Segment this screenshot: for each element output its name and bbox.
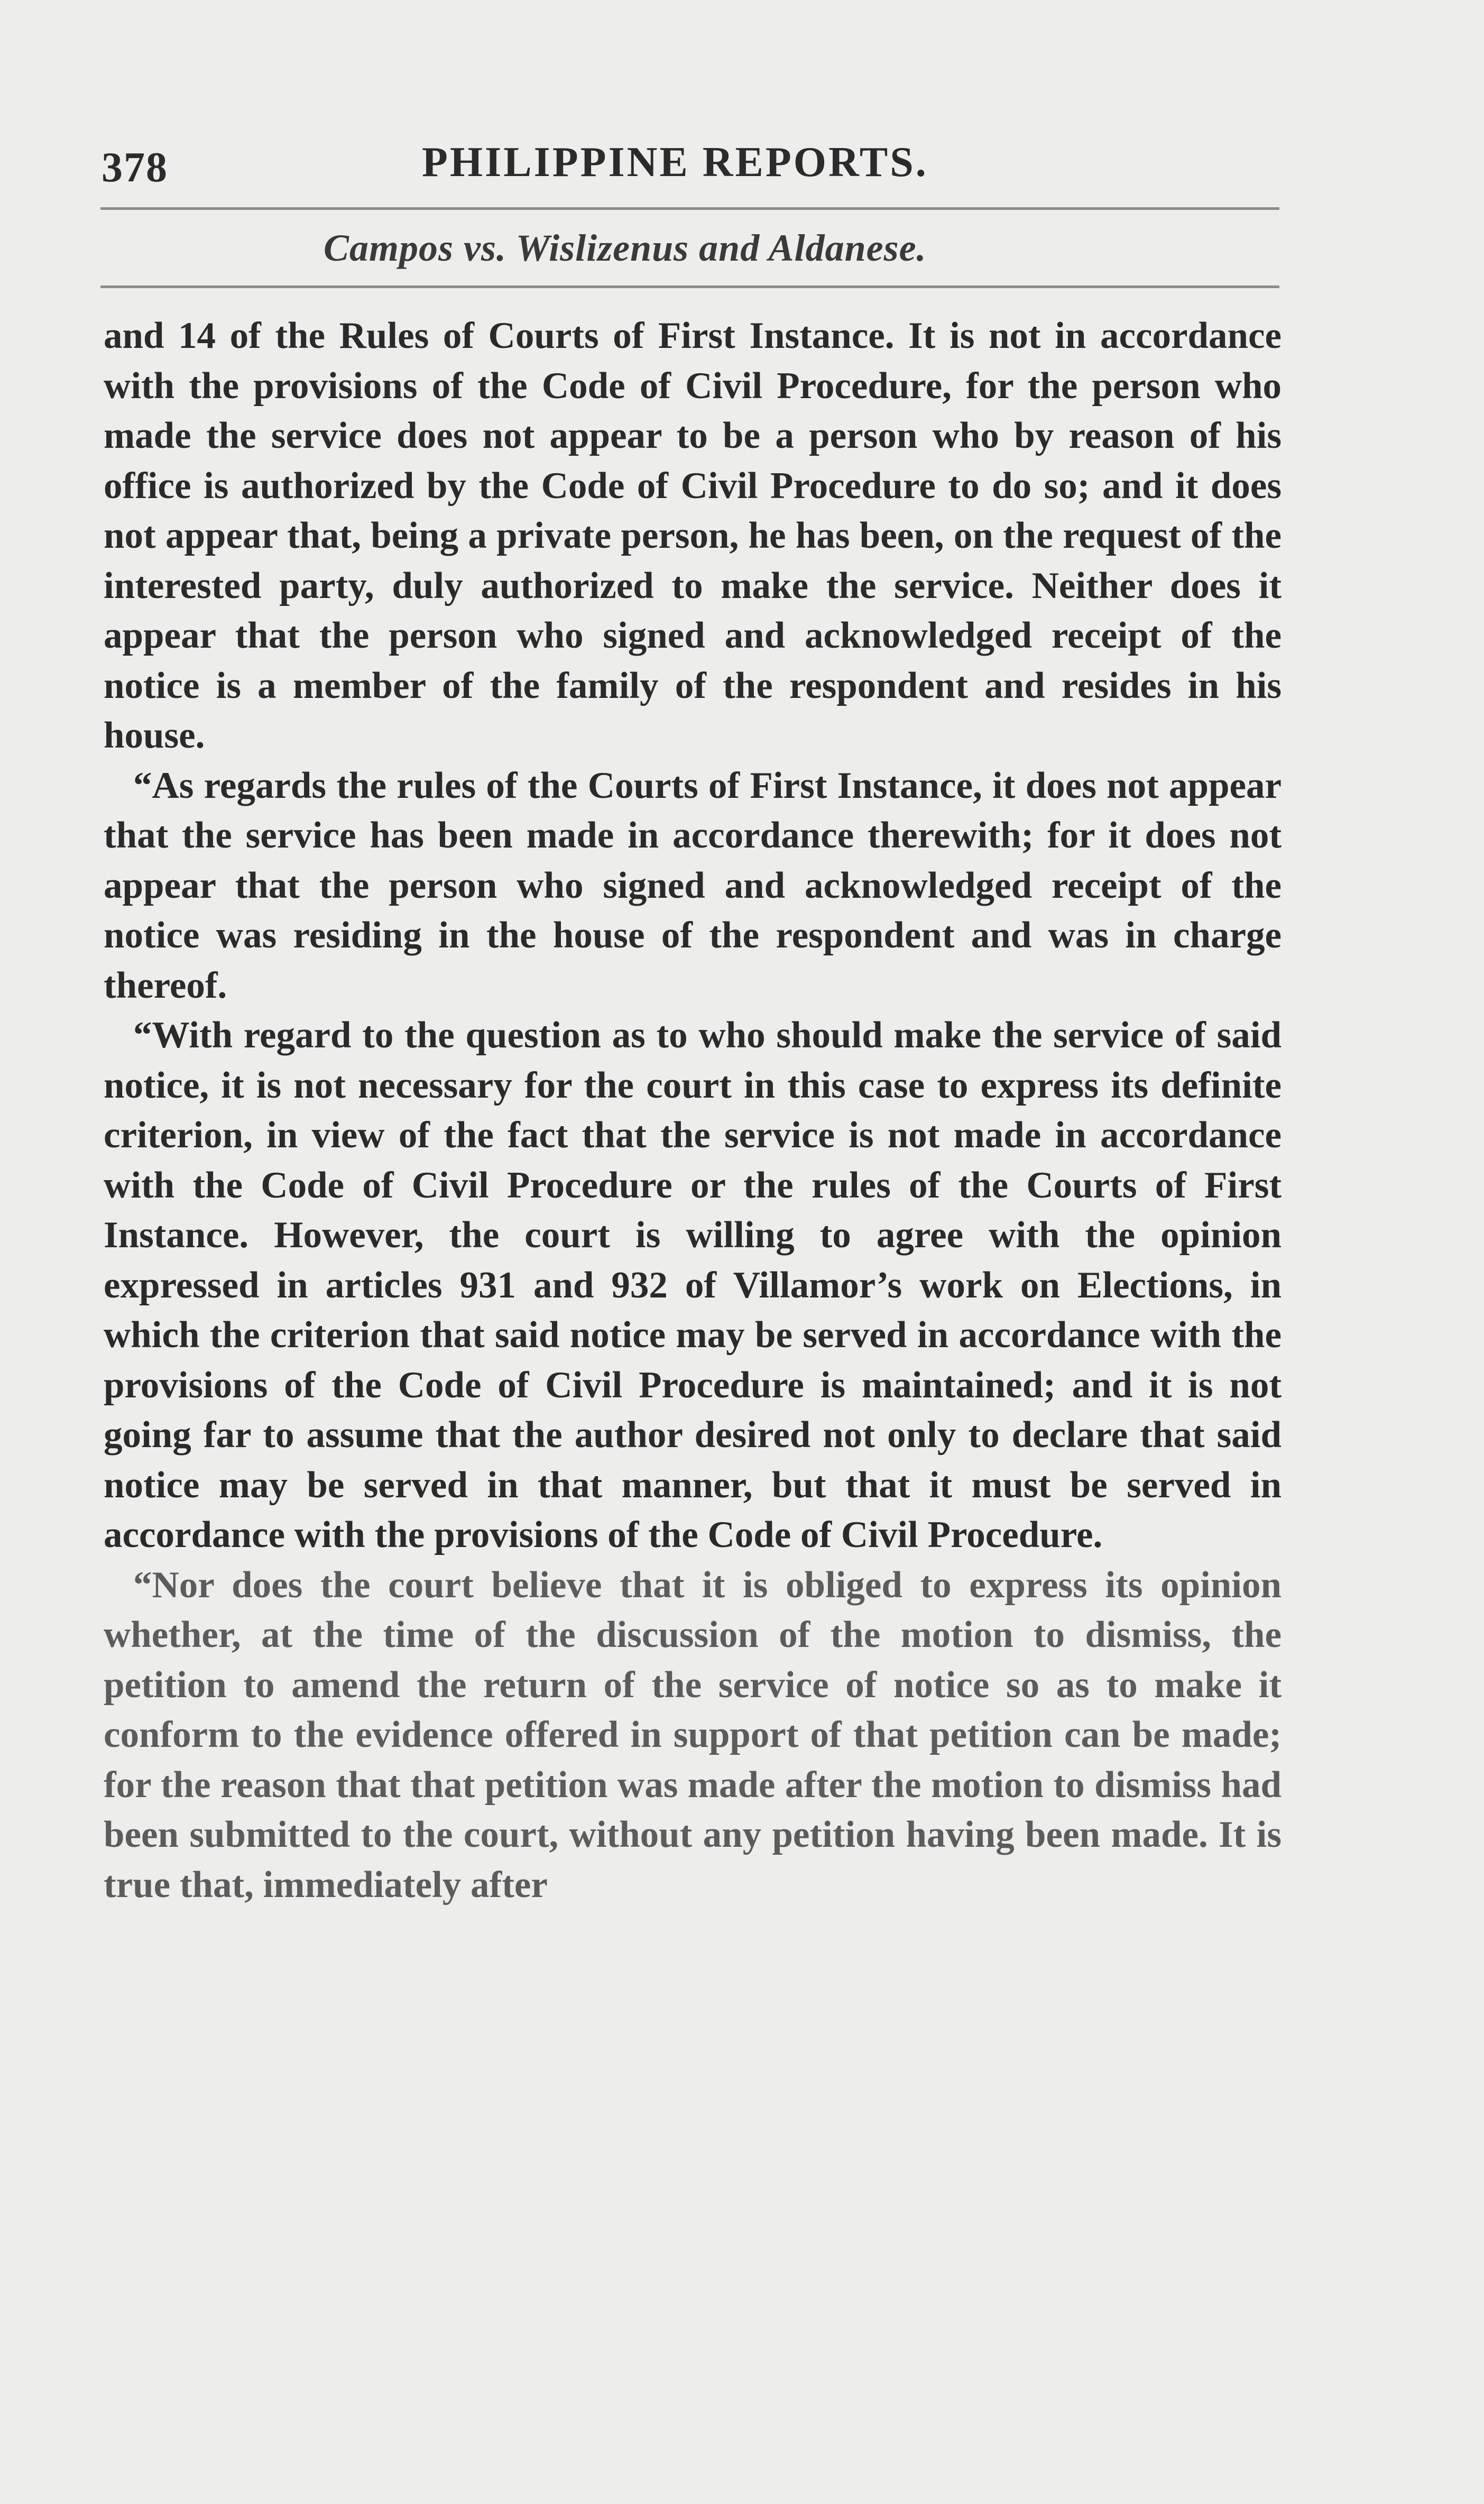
paragraph-4: “Nor does the court believe that it is obliged to express its opinion whether, at the time of the discussion of the motion to dismiss, the petition to amend the return of the service of notice so as to make it conform to the evidence offered in support of that petition can be made; for the reason that that petition was made after the motion to dismiss had been submitted to the court, without any petition having been made. It is true that, immediately after [104, 1564, 1282, 1905]
paragraph-3: “With regard to the question as to who should make the service of said notice, it is not necessary for the court in this case to express its definite criterion, in view of the fact that the service is not made in accordance with the Code of Civil Procedure or the rules of the Courts of First Instance. However, the court is willing to agree with the opinion expressed in articles 931 and 932 of Villamor’s work on Elections, in which the criterion that said notice may be served in accordance with the provisions of the Code of Civil Procedure is maintained; and it is not going far to assume that the author desired not only to declare that said notice may be served in that manner, but that it must be served in accordance with the provisions of the Code of Civil Procedure. [104, 1015, 1282, 1555]
case-title: Campos vs. Wislizenus and Aldanese. [324, 227, 927, 269]
page-number: 378 [102, 144, 168, 191]
header-rule-top [100, 207, 1279, 210]
body-text [104, 311, 1282, 1910]
running-head: PHILIPPINE REPORTS. [422, 139, 928, 186]
paragraph-2: “As regards the rules of the Courts of First Instance, it does not appear that the service has been made in accordance therewith; for it does not appear that the person who signed and acknowledged receipt of the notice was residing in the house of the respondent and was in charge thereof. [104, 765, 1282, 1006]
header-rule-bottom [100, 286, 1279, 288]
paragraph-1: and 14 of the Rules of Courts of First Instance. It is not in accordance with the provisions of the Code of Civil Procedure, for the person who made the service does not appear to be a person who by reason of his office is authorized by the Code of Civil Procedure to do so; and it does not appear that, being a private person, he has been, on the request of the interested party, duly authorized to make the service. Neither does it appear that the person who signed and acknowledged receipt of the notice is a member of the family of the respondent and resides in his house. [104, 315, 1282, 756]
